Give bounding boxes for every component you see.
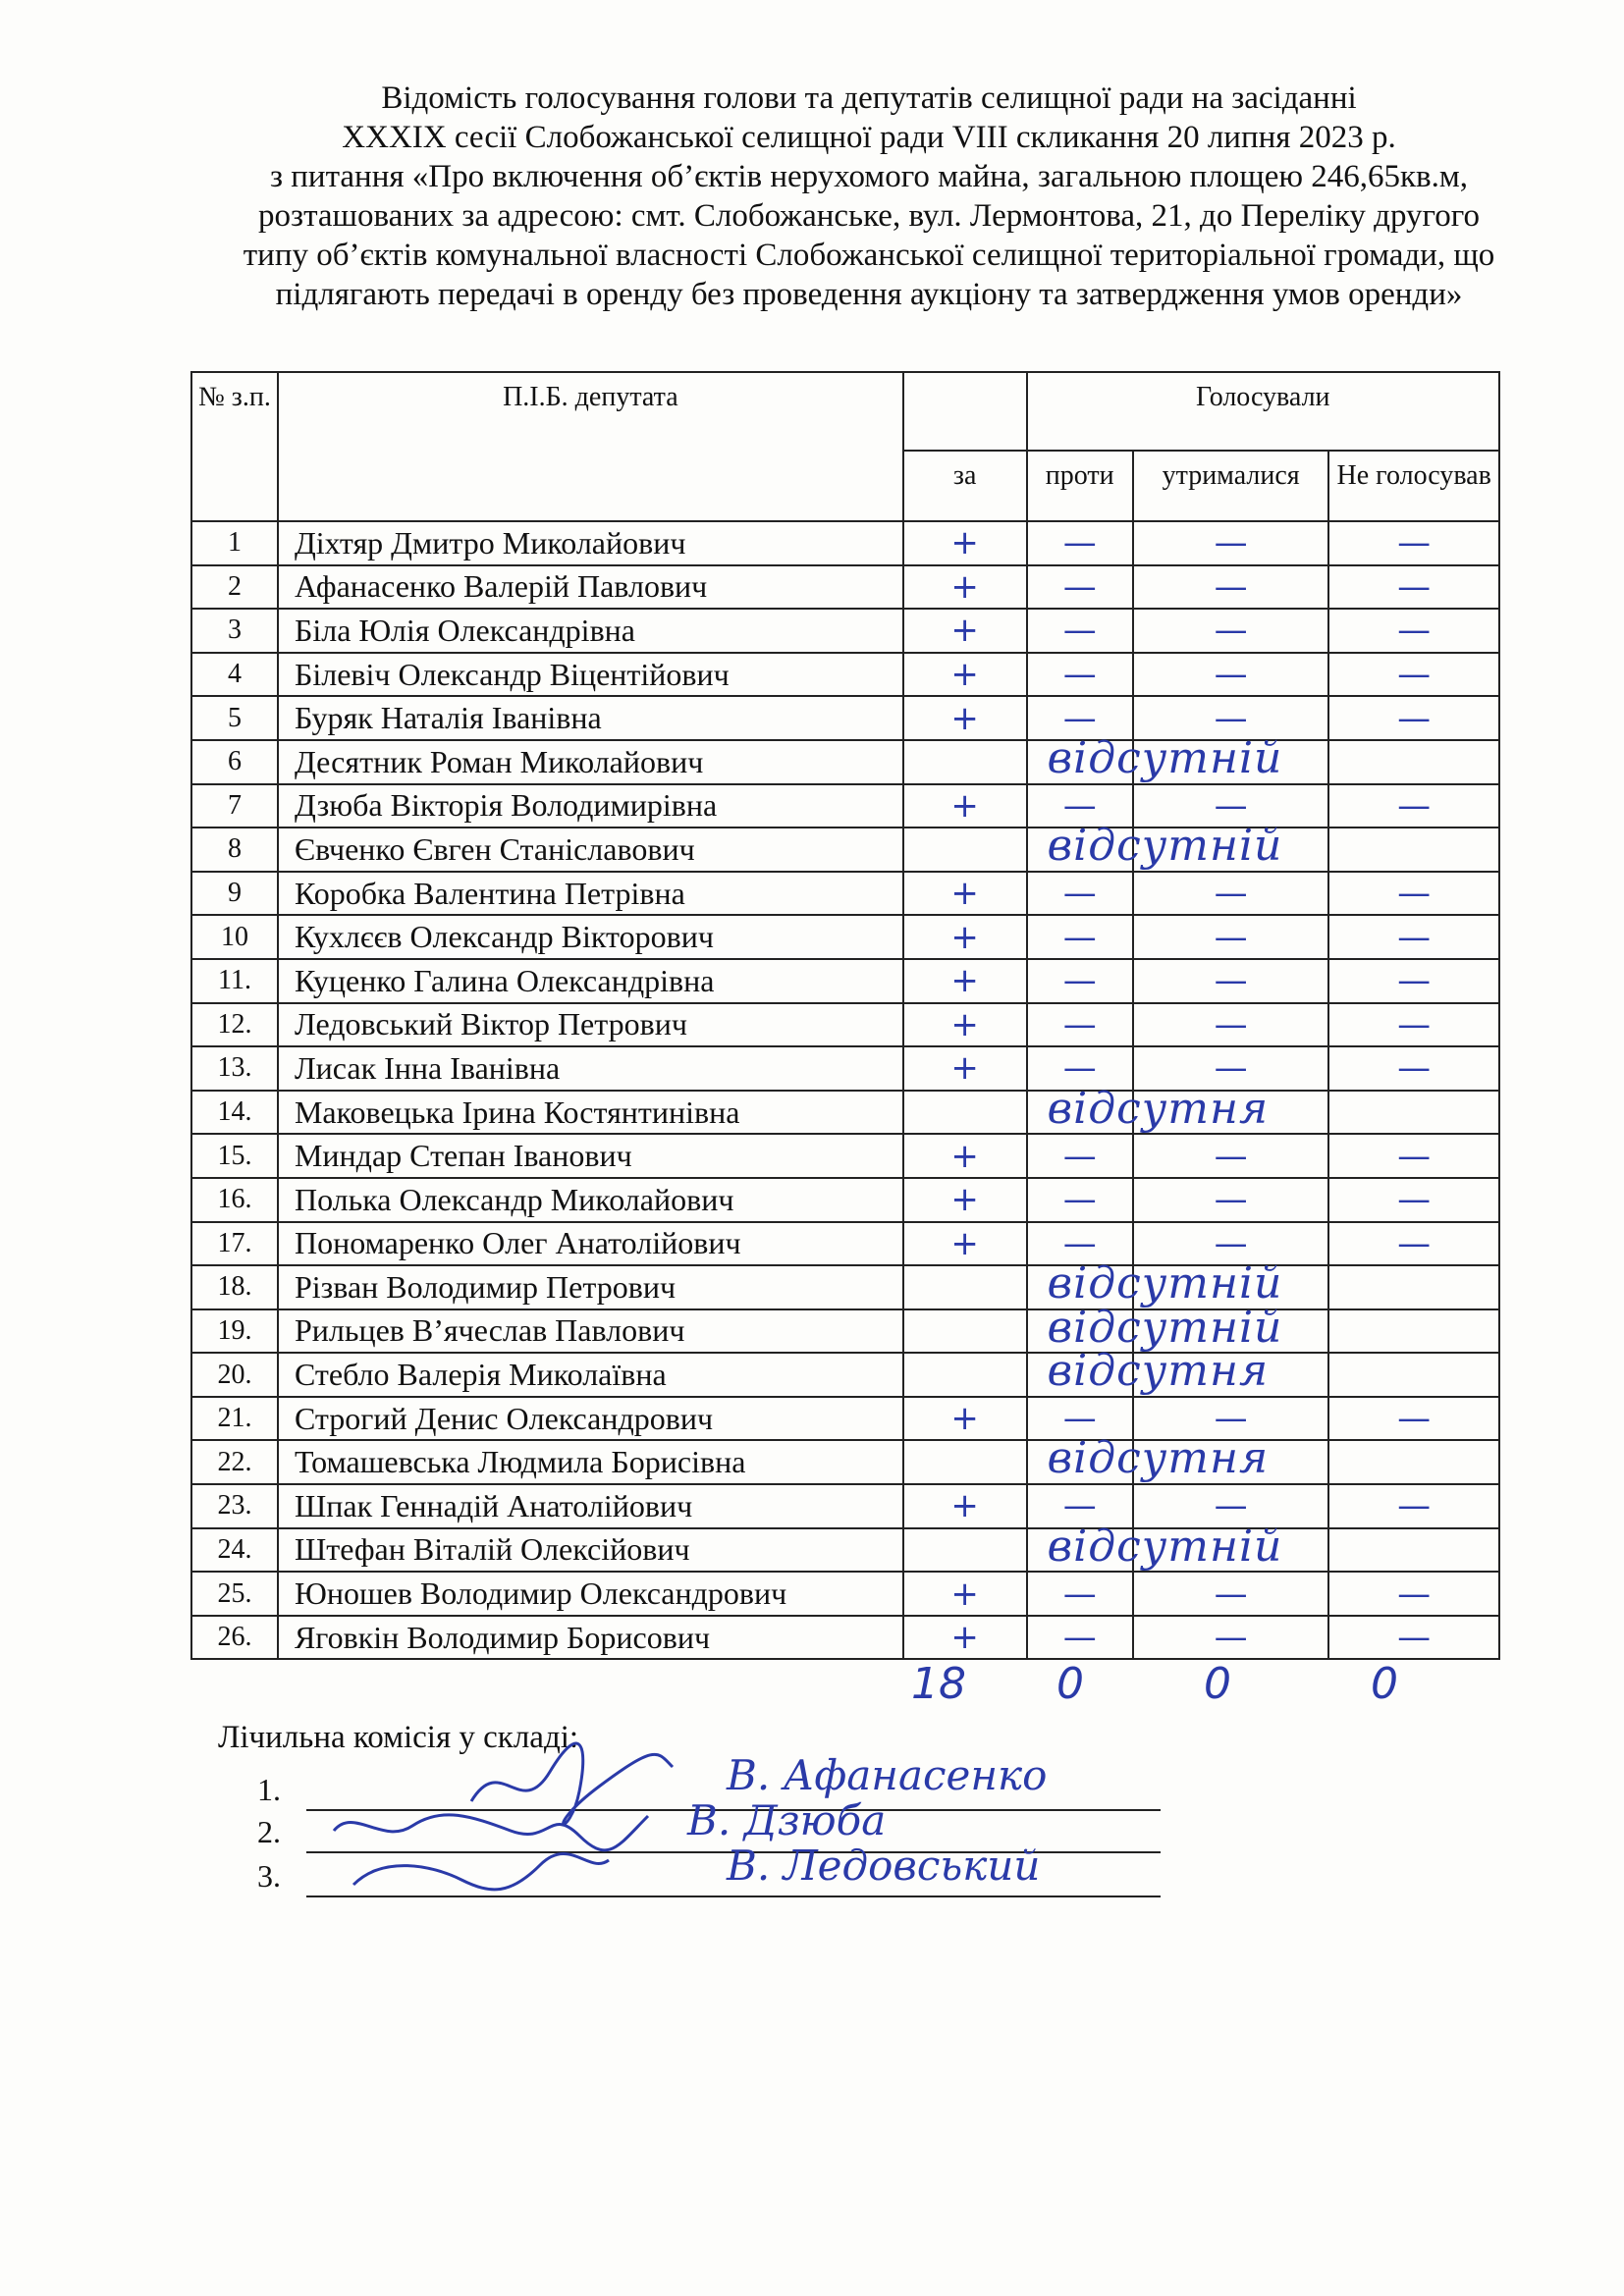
row-name: Томашевська Людмила Борисівна bbox=[278, 1440, 903, 1484]
absent-note: відсутня bbox=[1047, 1346, 1270, 1397]
vote-ne-holosuvav: — bbox=[1328, 1134, 1499, 1178]
table-row bbox=[191, 959, 1499, 1003]
vote-proty: — bbox=[1027, 1222, 1133, 1266]
vote-ne-holosuvav: — bbox=[1328, 696, 1499, 740]
row-name: Буряк Наталія Іванівна bbox=[278, 696, 903, 740]
header-blank bbox=[903, 372, 1027, 451]
vote-ne-holosuvav bbox=[1328, 1440, 1499, 1484]
vote-proty: — bbox=[1027, 521, 1133, 565]
table-row bbox=[191, 1265, 1499, 1309]
total-za: 18 bbox=[911, 1659, 966, 1709]
row-num: 14. bbox=[191, 1091, 278, 1135]
absent-note: відсутня bbox=[1047, 1083, 1270, 1134]
table-row bbox=[191, 696, 1499, 740]
table-row bbox=[191, 1440, 1499, 1484]
row-num: 12. bbox=[191, 1003, 278, 1047]
row-name: Миндар Степан Іванович bbox=[278, 1134, 903, 1178]
vote-utrymalysia: — bbox=[1133, 1222, 1328, 1266]
table-row bbox=[191, 1046, 1499, 1091]
absent-note: відсутня bbox=[1047, 1433, 1270, 1484]
vote-za: + bbox=[903, 1178, 1027, 1222]
absent-note: відсутній bbox=[1047, 1302, 1283, 1353]
row-num: 17. bbox=[191, 1222, 278, 1266]
row-name: Кухлєєв Олександр Вікторович bbox=[278, 915, 903, 959]
header-za: за bbox=[903, 451, 1027, 521]
vote-za bbox=[903, 828, 1027, 872]
commission-member-name-2: В. Дзюба bbox=[687, 1796, 887, 1844]
row-num: 18. bbox=[191, 1265, 278, 1309]
row-name: Маковецька Ірина Костянтинівна bbox=[278, 1091, 903, 1135]
vote-za: + bbox=[903, 872, 1027, 916]
table-row bbox=[191, 1572, 1499, 1616]
vote-utrymalysia: — bbox=[1133, 1003, 1328, 1047]
title-line-5: типу об’єктів комунальної власності Слобожанської селищної територіальної громади, що bbox=[243, 238, 1495, 273]
vote-ne-holosuvav: — bbox=[1328, 1572, 1499, 1616]
vote-utrymalysia: — bbox=[1133, 565, 1328, 610]
vote-ne-holosuvav: — bbox=[1328, 609, 1499, 653]
row-name: Різван Володимир Петрович bbox=[278, 1265, 903, 1309]
vote-za: + bbox=[903, 784, 1027, 828]
title-line-3: з питання «Про включення об’єктів нерухомого майна, загальною площею 246,65кв.м, bbox=[269, 159, 1469, 194]
row-num: 16. bbox=[191, 1178, 278, 1222]
vote-utrymalysia: — bbox=[1133, 521, 1328, 565]
vote-ne-holosuvav: — bbox=[1328, 1484, 1499, 1528]
title-line-1: Відомість голосування голови та депутатів селищної ради на засіданні bbox=[381, 80, 1357, 116]
vote-ne-holosuvav bbox=[1328, 1309, 1499, 1354]
row-name: Стебло Валерія Миколаївна bbox=[278, 1353, 903, 1397]
row-num: 9 bbox=[191, 872, 278, 916]
commission-label: Лічильна комісія у складі: bbox=[218, 1720, 579, 1755]
row-num: 5 bbox=[191, 696, 278, 740]
vote-za: + bbox=[903, 1222, 1027, 1266]
vote-za: + bbox=[903, 959, 1027, 1003]
vote-utrymalysia: — bbox=[1133, 1178, 1328, 1222]
vote-ne-holosuvav: — bbox=[1328, 784, 1499, 828]
table-row bbox=[191, 1484, 1499, 1528]
table-row bbox=[191, 1222, 1499, 1266]
vote-proty bbox=[1027, 732, 1283, 784]
row-name: Діхтяр Дмитро Миколайович bbox=[278, 521, 903, 565]
vote-ne-holosuvav bbox=[1328, 740, 1499, 784]
vote-za: + bbox=[903, 696, 1027, 740]
vote-proty bbox=[1027, 1521, 1283, 1573]
row-name: Білевіч Олександр Віцентійович bbox=[278, 653, 903, 697]
header-utrymalysia: утрималися bbox=[1133, 451, 1328, 521]
vote-proty: — bbox=[1027, 696, 1133, 740]
table-row bbox=[191, 828, 1499, 872]
vote-proty: — bbox=[1027, 1003, 1133, 1047]
row-num: 23. bbox=[191, 1484, 278, 1528]
absent-note: відсутній bbox=[1047, 1258, 1283, 1309]
vote-ne-holosuvav bbox=[1328, 1353, 1499, 1397]
vote-proty: — bbox=[1027, 872, 1133, 916]
document-title bbox=[157, 79, 1581, 314]
vote-za bbox=[903, 1309, 1027, 1354]
row-name: Полька Олександр Миколайович bbox=[278, 1178, 903, 1222]
vote-za bbox=[903, 1440, 1027, 1484]
vote-proty: — bbox=[1027, 1484, 1133, 1528]
title-line-6: підлягають передачі в оренду без проведення аукціону та затвердження умов оренди» bbox=[275, 277, 1463, 312]
vote-utrymalysia: — bbox=[1133, 609, 1328, 653]
vote-proty bbox=[1027, 821, 1283, 872]
vote-ne-holosuvav bbox=[1328, 828, 1499, 872]
vote-proty: — bbox=[1027, 959, 1133, 1003]
vote-ne-holosuvav: — bbox=[1328, 1397, 1499, 1441]
row-num: 15. bbox=[191, 1134, 278, 1178]
header-proty: проти bbox=[1027, 451, 1133, 521]
row-num: 20. bbox=[191, 1353, 278, 1397]
total-ne-holosuvav: 0 bbox=[1371, 1659, 1398, 1709]
vote-za: + bbox=[903, 1616, 1027, 1660]
row-name: Шпак Геннадій Анатолійович bbox=[278, 1484, 903, 1528]
vote-utrymalysia: — bbox=[1133, 1046, 1328, 1091]
row-num: 7 bbox=[191, 784, 278, 828]
row-name: Лисак Інна Іванівна bbox=[278, 1046, 903, 1091]
table-row bbox=[191, 1353, 1499, 1397]
row-name: Куценко Галина Олександрівна bbox=[278, 959, 903, 1003]
row-name: Юношев Володимир Олександрович bbox=[278, 1572, 903, 1616]
vote-ne-holosuvav: — bbox=[1328, 1616, 1499, 1660]
vote-proty: — bbox=[1027, 1616, 1133, 1660]
vote-utrymalysia: — bbox=[1133, 1616, 1328, 1660]
row-num: 1 bbox=[191, 521, 278, 565]
vote-za bbox=[903, 1091, 1027, 1135]
row-name: Десятник Роман Миколайович bbox=[278, 740, 903, 784]
vote-za: + bbox=[903, 565, 1027, 610]
row-num: 3 bbox=[191, 609, 278, 653]
absent-note: відсутній bbox=[1047, 821, 1283, 872]
table-row bbox=[191, 521, 1499, 565]
vote-ne-holosuvav bbox=[1328, 1528, 1499, 1573]
vote-za: + bbox=[903, 1484, 1027, 1528]
vote-za bbox=[903, 740, 1027, 784]
vote-proty: — bbox=[1027, 1397, 1133, 1441]
row-num: 10 bbox=[191, 915, 278, 959]
vote-ne-holosuvav bbox=[1328, 1265, 1499, 1309]
vote-utrymalysia: — bbox=[1133, 1484, 1328, 1528]
commission-member-name-1: В. Афанасенко bbox=[727, 1751, 1048, 1799]
vote-za: + bbox=[903, 653, 1027, 697]
absent-note: відсутній bbox=[1047, 732, 1283, 783]
table-row bbox=[191, 1397, 1499, 1441]
row-num: 6 bbox=[191, 740, 278, 784]
header-name: П.І.Б. депутата bbox=[278, 372, 903, 521]
vote-proty: — bbox=[1027, 609, 1133, 653]
row-name: Коробка Валентина Петрівна bbox=[278, 872, 903, 916]
row-name: Дзюба Вікторія Володимирівна bbox=[278, 784, 903, 828]
vote-utrymalysia: — bbox=[1133, 959, 1328, 1003]
vote-proty: — bbox=[1027, 653, 1133, 697]
vote-proty: — bbox=[1027, 1046, 1133, 1091]
title-line-2: XXXIX сесії Слобожанської селищної ради VIII скликання 20 липня 2023 р. bbox=[342, 120, 1396, 155]
row-name: Строгий Денис Олександрович bbox=[278, 1397, 903, 1441]
table-row bbox=[191, 784, 1499, 828]
vote-utrymalysia: — bbox=[1133, 915, 1328, 959]
vote-ne-holosuvav: — bbox=[1328, 872, 1499, 916]
commission-member-num-2: 2. bbox=[257, 1814, 281, 1849]
vote-ne-holosuvav: — bbox=[1328, 1046, 1499, 1091]
vote-utrymalysia: — bbox=[1133, 696, 1328, 740]
row-name: Біла Юлія Олександрівна bbox=[278, 609, 903, 653]
vote-ne-holosuvav: — bbox=[1328, 915, 1499, 959]
commission-member-num-1: 1. bbox=[257, 1772, 281, 1807]
table-row bbox=[191, 1134, 1499, 1178]
row-name: Афанасенко Валерій Павлович bbox=[278, 565, 903, 610]
vote-ne-holosuvav: — bbox=[1328, 1003, 1499, 1047]
vote-ne-holosuvav: — bbox=[1328, 1222, 1499, 1266]
table-row bbox=[191, 1616, 1499, 1660]
row-num: 4 bbox=[191, 653, 278, 697]
row-num: 11. bbox=[191, 959, 278, 1003]
header-voted: Голосували bbox=[1027, 372, 1499, 451]
vote-proty: — bbox=[1027, 1572, 1133, 1616]
absent-note: відсутній bbox=[1047, 1521, 1283, 1572]
vote-proty: — bbox=[1027, 784, 1133, 828]
vote-proty bbox=[1027, 1433, 1270, 1484]
row-num: 22. bbox=[191, 1440, 278, 1484]
row-num: 24. bbox=[191, 1528, 278, 1573]
vote-proty bbox=[1027, 1083, 1270, 1135]
vote-za bbox=[903, 1265, 1027, 1309]
vote-za: + bbox=[903, 915, 1027, 959]
table-row bbox=[191, 565, 1499, 610]
vote-za: + bbox=[903, 1046, 1027, 1091]
row-name: Пономаренко Олег Анатолійович bbox=[278, 1222, 903, 1266]
table-row bbox=[191, 740, 1499, 784]
row-name: Яговкін Володимир Борисович bbox=[278, 1616, 903, 1660]
row-num: 19. bbox=[191, 1309, 278, 1354]
vote-ne-holosuvav: — bbox=[1328, 1178, 1499, 1222]
row-name: Штефан Віталій Олексійович bbox=[278, 1528, 903, 1573]
vote-utrymalysia: — bbox=[1133, 1397, 1328, 1441]
row-num: 26. bbox=[191, 1616, 278, 1660]
vote-za: + bbox=[903, 1572, 1027, 1616]
vote-za: + bbox=[903, 1003, 1027, 1047]
table-row bbox=[191, 1003, 1499, 1047]
commission-member-name-3: В. Ледовський bbox=[727, 1842, 1041, 1890]
vote-za: + bbox=[903, 1397, 1027, 1441]
row-num: 2 bbox=[191, 565, 278, 610]
vote-utrymalysia: — bbox=[1133, 1134, 1328, 1178]
vote-proty: — bbox=[1027, 565, 1133, 610]
table-row bbox=[191, 1178, 1499, 1222]
row-num: 21. bbox=[191, 1397, 278, 1441]
vote-proty bbox=[1027, 1346, 1270, 1397]
table-row bbox=[191, 1528, 1499, 1573]
table-row bbox=[191, 915, 1499, 959]
row-num: 25. bbox=[191, 1572, 278, 1616]
title-line-4: розташованих за адресою: смт. Слобожанське, вул. Лермонтова, 21, до Переліку другого bbox=[258, 198, 1480, 234]
vote-proty: — bbox=[1027, 1178, 1133, 1222]
row-name: Ледовський Віктор Петрович bbox=[278, 1003, 903, 1047]
vote-za bbox=[903, 1353, 1027, 1397]
total-utrymalysia: 0 bbox=[1204, 1659, 1231, 1709]
row-num: 13. bbox=[191, 1046, 278, 1091]
vote-za bbox=[903, 1528, 1027, 1573]
signature-3 bbox=[344, 1836, 619, 1914]
vote-za: + bbox=[903, 609, 1027, 653]
row-num: 8 bbox=[191, 828, 278, 872]
vote-utrymalysia: — bbox=[1133, 872, 1328, 916]
voting-table bbox=[190, 371, 1500, 1660]
vote-utrymalysia: — bbox=[1133, 1572, 1328, 1616]
vote-utrymalysia: — bbox=[1133, 653, 1328, 697]
vote-ne-holosuvav: — bbox=[1328, 959, 1499, 1003]
row-name: Рильцев В’ячеслав Павлович bbox=[278, 1309, 903, 1354]
vote-za: + bbox=[903, 521, 1027, 565]
vote-ne-holosuvav: — bbox=[1328, 653, 1499, 697]
vote-proty: — bbox=[1027, 1134, 1133, 1178]
total-proty: 0 bbox=[1056, 1659, 1084, 1709]
table-row bbox=[191, 653, 1499, 697]
table-row bbox=[191, 609, 1499, 653]
row-name: Євченко Євген Станіславович bbox=[278, 828, 903, 872]
vote-ne-holosuvav bbox=[1328, 1091, 1499, 1135]
table-row bbox=[191, 872, 1499, 916]
header-num: № з.п. bbox=[191, 372, 278, 521]
table-row bbox=[191, 1309, 1499, 1354]
table-row bbox=[191, 1091, 1499, 1135]
vote-ne-holosuvav: — bbox=[1328, 521, 1499, 565]
vote-utrymalysia: — bbox=[1133, 784, 1328, 828]
vote-proty: — bbox=[1027, 915, 1133, 959]
vote-ne-holosuvav: — bbox=[1328, 565, 1499, 610]
commission-member-num-3: 3. bbox=[257, 1858, 281, 1894]
header-ne-holosuvav: Не голосував bbox=[1328, 451, 1499, 521]
vote-za: + bbox=[903, 1134, 1027, 1178]
